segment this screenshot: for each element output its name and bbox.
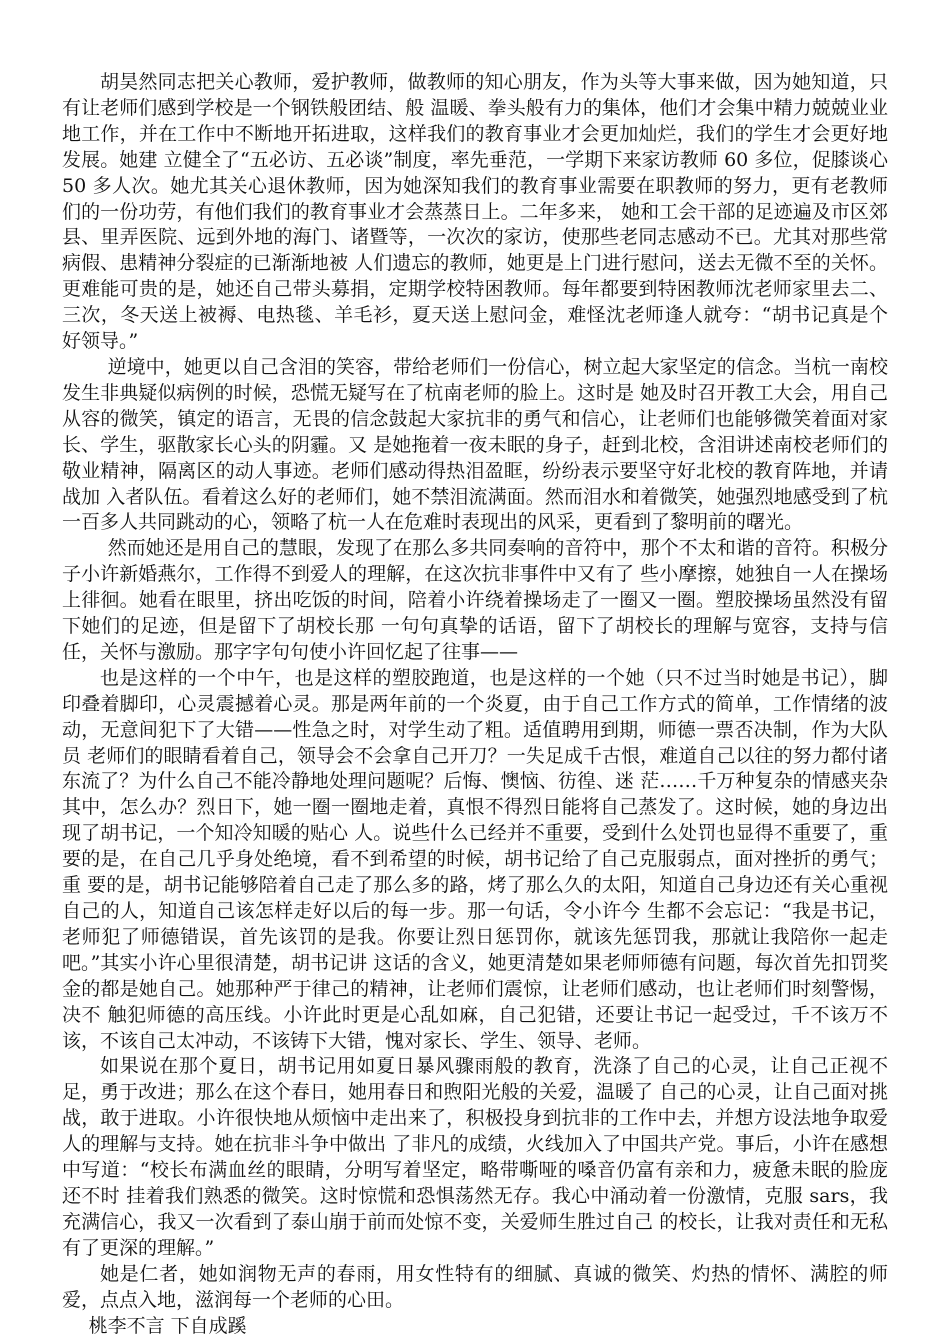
paragraph-adversity: 逆境中，她更以自己含泪的笑容，带给老师们一份信心，树立起大家坚定的信念。当杭一南校发生非典疑似病例的时候，恐慌无疑写在了杭南老师的脸上。这时是 她及时召开教工大会，用自己从容的微笑，镇定的语言，无畏的信念鼓起大家抗非的勇气和信心，让老师们也能够微笑着面对家长、学生，驱散家长心头的阴霾。又 是她拖着一夜未眠的身子，赶到北校，含泪讲述南校老师们的敬业精神，隔离区的动人事迹。老师们感动得热泪盈眶，纷纷表示要坚守好北校的教育阵地，并请战加 入者队伍。看着这么好的老师们，她不禁泪流满面。然而泪水和着微笑，她强烈地感受到了杭一百多人共同跳动的心，领略了杭一人在危难时表现出的风采，更看到了黎明前的曙光。: [62, 355, 888, 534]
document-body: [62, 70, 888, 1339]
paragraph-memory: 也是这样的一个中午，也是这样的塑胶跑道，也是这样的一个她（只不过当时她是书记），脚印叠着脚印，心灵震撼着心灵。那是两年前的一个炎夏，由于自己工作方式的简单，工作情绪的波动，无意间犯下了大错——性急之时，对学生动了粗。适值聘用到期，师德一票否决制，作为大队员 老师们的眼睛看着自己，领导会不会拿自己开刀？一失足成千古恨，难道自己以往的努力都付诸东流了？为什么自己不能冷静地处理问题呢？后悔、懊恼、彷徨、迷 茫……千万种复杂的情感夹杂其中，怎么办？烈日下，她一圈一圈地走着，真恨不得烈日能将自己蒸发了。这时候，她的身边出现了胡书记，一个知冷知暖的贴心 人。说些什么已经并不重要，受到什么处罚也显得不重要了，重要的是，在自己几乎身处绝境，看不到希望的时候，胡书记给了自己克服弱点，面对挫折的勇气；重 要的是，胡书记能够陪着自己走了那么多的路，烤了那么久的太阳，知道自己身边还有关心重视自己的人，知道自己该怎样走好以后的每一步。那一句话，令小许今 生都不会忘记：“我是书记，老师犯了师德错误，首先该罚的是我。你要让烈日惩罚你，就该先惩罚我，那就让我陪你一起走吧。”其实小许心里很清楚，胡书记讲 这话的含义，她更清楚如果老师师德有问题，每次首先扣罚奖金的都是她自己。她那种严于律己的精神，让老师们震惊，让老师们感动，也让老师们时刻警惕，决不 触犯师德的高压线。小许此时更是心乱如麻，自己犯错，还要让书记一起受过，千不该万不该，不该自己太冲动，不该铸下大错，愧对家长、学生、领导、老师。: [62, 666, 888, 1052]
closing-line: 桃李不言 下自成蹊: [88, 1314, 247, 1337]
paragraph-xiao-xu-discovery: 然而她还是用自己的慧眼，发现了在那么多共同奏响的音符中，那个不太和谐的音符。积极分子小许新婚燕尔，工作得不到爱人的理解，在这次抗非事件中又有了 些小摩擦，她独自一人在操场上徘徊。她看在眼里，挤出吃饭的时间，陪着小许绕着操场走了一圈又一圈。塑胶操场虽然没有留下她们的足迹，但是留下了胡校长那 一句句真挚的话语，留下了胡校长的理解与宽容，支持与信任，关怀与激励。那字字句句使小许回忆起了往事——: [62, 537, 888, 663]
paragraph-benevolent: 她是仁者，她如润物无声的春雨，用女性特有的细腻、真诚的微笑、灼热的情怀、满腔的师爱，点点入地，滋润每一个老师的心田。: [62, 1262, 888, 1311]
paragraph-care-for-teachers: 胡昊然同志把关心教师，爱护教师，做教师的知心朋友，作为头等大事来做，因为她知道，只有让老师们感到学校是一个钢铁般团结、般 温暖、拳头般有力的集体，他们才会集中精力兢兢业业地工作，并在工作中不断地开拓进取，这样我们的教育事业才会更加灿烂，我们的学生才会更好地发展。她建 立健全了“五必访、五必谈”制度，率先垂范，一学期下来家访教师 60 多位，促膝谈心 50 多人次。她尤其关心退休教师，因为她深知我们的教育事业需要在职教师的努力，更有老教师们的一份功劳，有他们我们的教育事业才会蒸蒸日上。二年多来， 她和工会干部的足迹遍及市区郊县、里弄医院、远到外地的海门、诸暨等，一次次的家访，使那些老同志感动不已。尤其对那些常病假、患精神分裂症的已渐渐地被 人们遗忘的教师，她更是上门进行慰问，送去无微不至的关怀。更难能可贵的是，她还自己带头募捐，定期学校特困教师。每年都要到特困教师沈老师家里去二、三次，冬天送上被褥、电热毯、羊毛衫，夏天送上慰问金，难怪沈老师逢人就夸：“胡书记真是个好领导。”: [62, 71, 888, 353]
paragraph-summer-spring: 如果说在那个夏日，胡书记用如夏日暴风骤雨般的教育，洗涤了自己的心灵，让自己正视不足，勇于改进；那么在这个春日，她用春日和煦阳光般的关爱，温暖了 自己的心灵，让自己面对挑战，敢于进取。小许很快地从烦恼中走出来了，积极投身到抗非的工作中去，并想方设法地争取爱人的理解与支持。她在抗非斗争中做出 了非凡的成绩，火线加入了中国共产党。事后，小许在感想中写道：“校长布满血丝的眼睛，分明写着坚定，略带嘶哑的嗓音仍富有亲和力，疲惫未眠的脸庞还不时 挂着我们熟悉的微笑。这时惊慌和恐惧荡然无存。我心中涌动着一份激情，克服 sars，我充满信心，我又一次看到了泰山崩于前而处惊不变，关爱师生胜过自己 的校长，让我对责任和无私有了更深的理解。”: [62, 1055, 888, 1259]
